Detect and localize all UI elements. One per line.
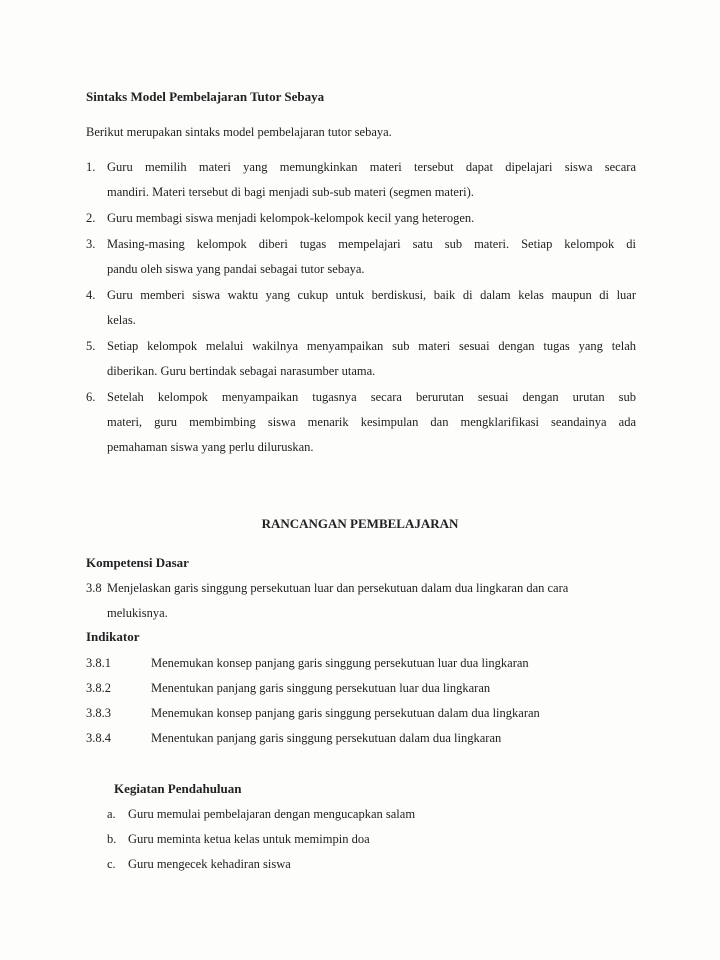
kd-line: melukisnya. (107, 606, 168, 620)
list-item-line: pandu oleh siswa yang pandai sebagai tutor sebaya. (107, 262, 365, 276)
list-number: 2. (86, 211, 96, 225)
kegiatan-heading: Kegiatan Pendahuluan (114, 781, 242, 796)
indikator-text: Menentukan panjang garis singgung persekutuan dalam dua lingkaran (151, 731, 502, 745)
list-item-line: Setiap kelompok melalui wakilnya menyampaikan sub materi sesuai dengan tugas yang telah (107, 339, 636, 353)
kegiatan-text: Guru memulai pembelajaran dengan mengucapkan salam (128, 807, 416, 821)
indikator-number: 3.8.4 (86, 731, 111, 745)
kegiatan-letter: c. (107, 857, 116, 871)
indikator-text: Menemukan konsep panjang garis singgung persekutuan dalam dua lingkaran (151, 706, 540, 720)
list-number: 1. (86, 160, 96, 174)
kd-line: Menjelaskan garis singgung persekutuan luar dan persekutuan dalam dua lingkaran dan cara (107, 581, 569, 595)
list-item-line: materi, guru membimbing siswa menarik kesimpulan dan mengklarifikasi seandainya ada (107, 415, 636, 429)
list-item-line: kelas. (107, 313, 136, 327)
list-number: 3. (86, 237, 96, 251)
plan-title: RANCANGAN PEMBELAJARAN (261, 516, 459, 531)
list-item-line: Guru memilih materi yang memungkinkan materi tersebut dapat dipelajari siswa secara (107, 160, 636, 174)
list-item-line: Guru memberi siswa waktu yang cukup untuk berdiskusi, baik di dalam kelas maupun di luar (107, 288, 636, 302)
list-item-line: Setelah kelompok menyampaikan tugasnya secara berurutan sesuai dengan urutan sub (107, 390, 636, 404)
list-item-line: mandiri. Materi tersebut di bagi menjadi sub-sub materi (segmen materi). (107, 185, 474, 199)
kd-heading: Kompetensi Dasar (86, 555, 189, 570)
list-item-line: pemahaman siswa yang perlu diluruskan. (107, 440, 314, 454)
indikator-number: 3.8.1 (86, 656, 111, 670)
list-item-line: Masing-masing kelompok diberi tugas mempelajari satu sub materi. Setiap kelompok di (107, 237, 636, 251)
indikator-heading: Indikator (86, 629, 140, 644)
kegiatan-text: Guru mengecek kehadiran siswa (128, 857, 291, 871)
indikator-number: 3.8.2 (86, 681, 111, 695)
list-item-line: diberikan. Guru bertindak sebagai narasumber utama. (107, 364, 376, 378)
list-number: 4. (86, 288, 96, 302)
indikator-text: Menemukan konsep panjang garis singgung persekutuan luar dua lingkaran (151, 656, 529, 670)
list-item-line: Guru membagi siswa menjadi kelompok-kelompok kecil yang heterogen. (107, 211, 475, 225)
kegiatan-letter: a. (107, 807, 116, 821)
kd-number: 3.8 (86, 581, 102, 595)
indikator-text: Menentukan panjang garis singgung persekutuan luar dua lingkaran (151, 681, 491, 695)
list-number: 6. (86, 390, 96, 404)
list-number: 5. (86, 339, 96, 353)
intro-paragraph: Berikut merupakan sintaks model pembelajaran tutor sebaya. (86, 125, 392, 139)
kegiatan-letter: b. (107, 832, 117, 846)
kegiatan-text: Guru meminta ketua kelas untuk memimpin doa (128, 832, 370, 846)
indikator-number: 3.8.3 (86, 706, 111, 720)
section-heading: Sintaks Model Pembelajaran Tutor Sebaya (86, 89, 325, 104)
